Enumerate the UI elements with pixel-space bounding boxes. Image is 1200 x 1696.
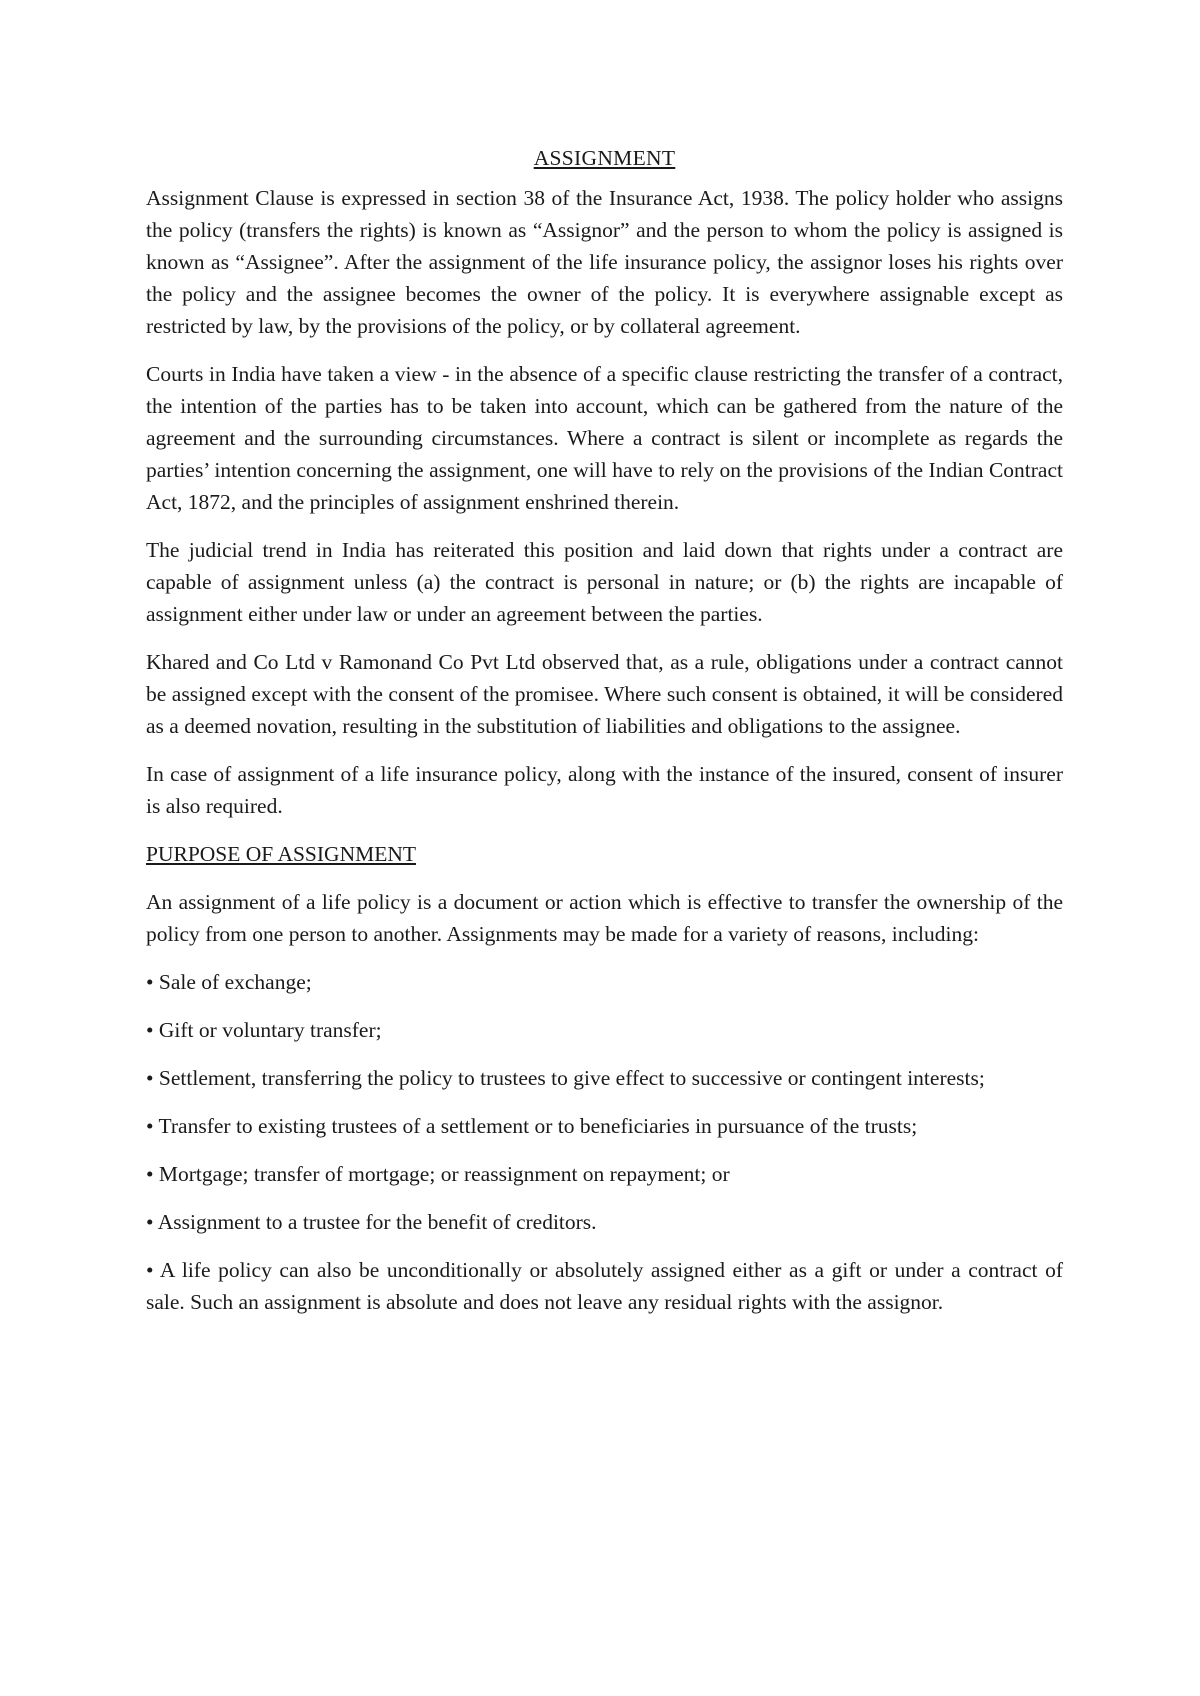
list-item: • Assignment to a trustee for the benefit of creditors. <box>146 1210 597 1234</box>
paragraph-courts-view: Courts in India have taken a view - in the absence of a specific clause restricting the transfer of a contract, the intention of the parties has to be taken into account, which can be gathered from the nature of the agreement and the surrounding circumstances. Where a contract is silent or incomplete as regards the parties’ intention concerning the assignment, one will have to rely on the provisions of the Indian Contract Act, 1872, and the principles of assignment enshrined therein. <box>146 362 1063 514</box>
list-item: • Transfer to existing trustees of a settlement or to beneficiaries in pursuance of the trusts; <box>146 1114 918 1138</box>
paragraph-purpose: An assignment of a life policy is a document or action which is effective to transfer the ownership of the policy from one person to another. Assignments may be made for a variety of reasons, including: <box>146 890 1063 946</box>
paragraph-case-law: Khared and Co Ltd v Ramonand Co Pvt Ltd observed that, as a rule, obligations under a contract cannot be assigned except with the consent of the promisee. Where such consent is obtained, it will be considered as a deemed novation, resulting in the substitution of liabilities and obligations to the assignee. <box>146 650 1063 738</box>
section-heading-purpose: PURPOSE OF ASSIGNMENT <box>146 842 417 866</box>
paragraph-assignment-clause: Assignment Clause is expressed in section 38 of the Insurance Act, 1938. The policy holder who assigns the policy (transfers the rights) is known as “Assignor” and the person to whom the policy is assigned is known as “Assignee”. After the assignment of the life insurance policy, the assignor loses his rights over the policy and the assignee becomes the owner of the policy. It is everywhere assignable except as restricted by law, by the provisions of the policy, or by collateral agreement. <box>146 186 1063 338</box>
paragraph-judicial-trend: The judicial trend in India has reiterated this position and laid down that rights under a contract are capable of assignment unless (a) the contract is personal in nature; or (b) the rights are incapable of assignment either under law or under an agreement between the parties. <box>146 538 1063 626</box>
list-item: • A life policy can also be unconditionally or absolutely assigned either as a gift or under a contract of sale. Such an assignment is absolute and does not leave any residual rights with the assignor. <box>146 1258 1063 1314</box>
list-item: • Mortgage; transfer of mortgage; or reassignment on repayment; or <box>146 1162 730 1186</box>
document-page <box>146 142 1063 1334</box>
paragraph-insurer-consent: In case of assignment of a life insurance policy, along with the instance of the insured, consent of insurer is also required. <box>146 762 1063 818</box>
list-item: • Settlement, transferring the policy to trustees to give effect to successive or contingent interests; <box>146 1066 985 1090</box>
list-item: • Sale of exchange; <box>146 970 312 994</box>
list-item: • Gift or voluntary transfer; <box>146 1018 382 1042</box>
document-title: ASSIGNMENT <box>533 146 676 170</box>
